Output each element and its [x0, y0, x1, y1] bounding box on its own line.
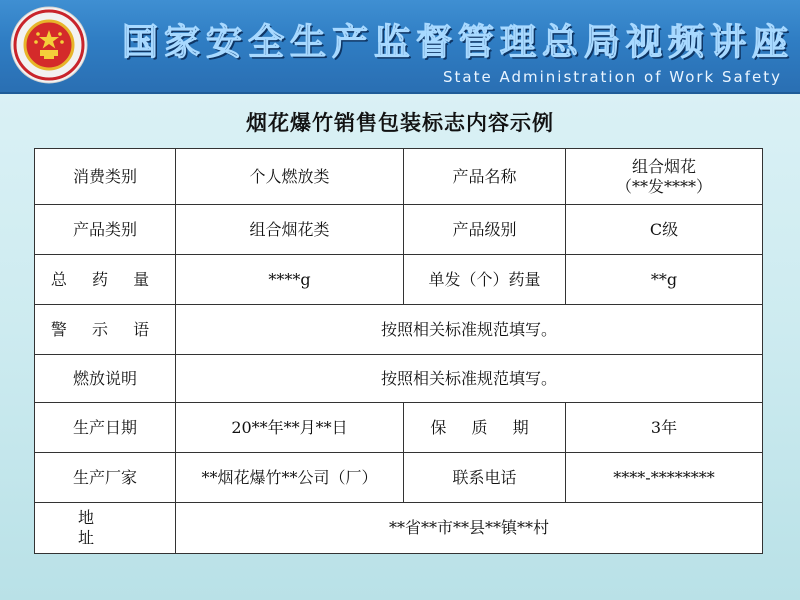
consumption-category-value: 个人燃放类 — [176, 149, 404, 205]
manufacturer-value: **烟花爆竹**公司（厂） — [176, 453, 404, 503]
warning-text-value: 按照相关标准规范填写。 — [176, 305, 763, 355]
row-label: 地 址 — [35, 503, 176, 554]
firing-instructions-value: 按照相关标准规范填写。 — [176, 355, 763, 403]
national-emblem-icon — [10, 6, 88, 84]
header-banner — [0, 0, 800, 94]
phone-value: ****-******** — [566, 453, 763, 503]
table-row — [35, 255, 763, 305]
table-row — [35, 149, 763, 205]
row-label: 单发（个）药量 — [404, 255, 566, 305]
total-charge-value: ****g — [176, 255, 404, 305]
row-label: 燃放说明 — [35, 355, 176, 403]
product-name-line1: 组合烟花 — [631, 156, 696, 176]
single-shot-charge-value: **g — [566, 255, 763, 305]
page-title: 烟花爆竹销售包装标志内容示例 — [246, 111, 554, 135]
row-label: 警 示 语 — [35, 305, 176, 355]
banner-title: 国家安全生产监督管理总局视频讲座 — [122, 21, 795, 63]
row-label: 产品类别 — [35, 205, 176, 255]
row-label: 保 质 期 — [404, 403, 566, 453]
table-row — [35, 403, 763, 453]
product-name-line2: （**发****） — [615, 176, 712, 196]
address-value: **省**市**县**镇**村 — [176, 503, 763, 554]
table-row — [35, 205, 763, 255]
row-label: 联系电话 — [404, 453, 566, 503]
production-date-value: 20**年**月**日 — [176, 403, 404, 453]
label-info-table — [34, 148, 763, 554]
row-label: 生产厂家 — [35, 453, 176, 503]
shelf-life-value: 3年 — [566, 403, 763, 453]
row-label: 产品名称 — [404, 149, 566, 205]
banner-subtitle: State Administration of Work Safety — [443, 68, 782, 86]
table-row — [35, 305, 763, 355]
table-row — [35, 355, 763, 403]
row-label: 消费类别 — [35, 149, 176, 205]
table-row — [35, 503, 763, 554]
row-label: 产品级别 — [404, 205, 566, 255]
row-label: 生产日期 — [35, 403, 176, 453]
table-row — [35, 453, 763, 503]
product-grade-value: C级 — [566, 205, 763, 255]
product-category-value: 组合烟花类 — [176, 205, 404, 255]
row-label: 总 药 量 — [35, 255, 176, 305]
product-name-value — [566, 149, 763, 205]
